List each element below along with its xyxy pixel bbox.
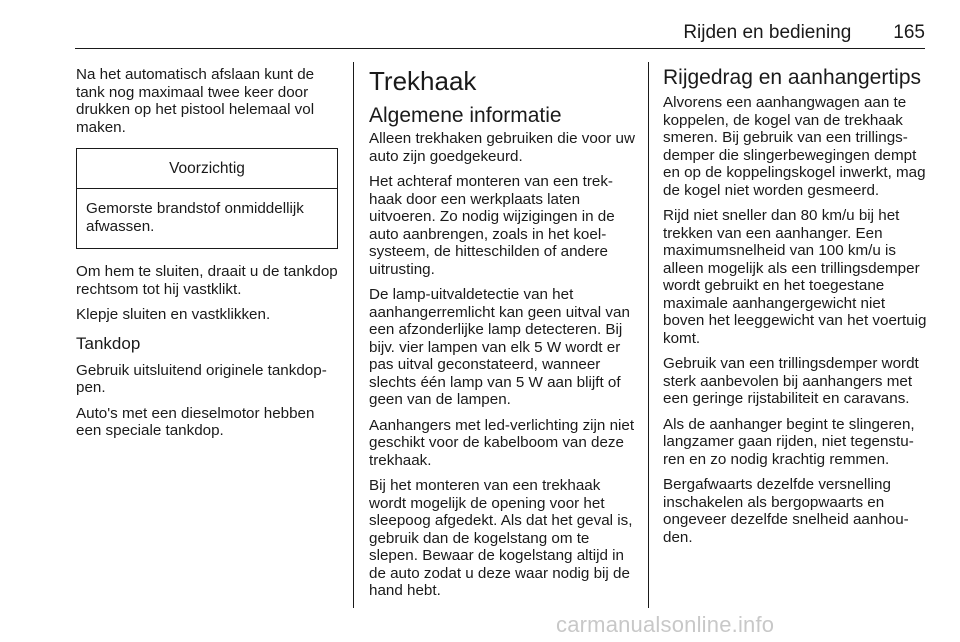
algemene-informatie-heading: Algemene informatie [369, 104, 562, 127]
paragraph: Bij het monteren van een trekhaak wordt mogelijk de opening voor het sleepoog afgedekt. Als dat het geval is, gebruik dan de kogelstang om te slepen. Bewaar de kogelstang altijd in de auto zodat u deze waar nodig bij de hand hebt. [369, 477, 633, 599]
paragraph: Alvorens een aanhangwagen aan te koppelen, de kogel van de trekhaak smeren. Bij gebruik van een trillingsdemper die slingerbewegingen dempt en op de koppelingskogel inwerkt, mag de kogel niet worden gesmeerd. [663, 94, 926, 199]
paragraph: Klepje sluiten en vastklikken. [76, 306, 271, 323]
trekhaak-heading: Trekhaak [369, 66, 477, 96]
watermark: carmanualsonline.info [556, 612, 775, 637]
paragraph: Alleen trekhaken gebruiken die voor uw auto zijn goedgekeurd. [369, 130, 635, 165]
caution-text: Gemorste brandstof onmiddellijk afwassen. [86, 200, 304, 235]
paragraph: Rijd niet sneller dan 80 km/u bij het trekken van een aanhanger. Een maximumsnelheid van 100 km/u is alleen mogelijk als een trillingsdemper wordt gebruikt en het toegestane maximale aanhangergewicht niet boven het leeggewicht van het voertuig komt. [663, 207, 927, 347]
caution-title: Voorzichtig [77, 149, 337, 189]
paragraph: Gebruik van een trillingsdemper wordt sterk aanbevolen bij aanhangers met een geringe rijstabiliteit en caravans. [663, 355, 919, 407]
paragraph: Om hem te sluiten, draait u de tankdop rechtsom tot hij vastklikt. [76, 263, 338, 298]
paragraph: Bergafwaarts dezelfde versnelling inschakelen als bergopwaarts en ongeveer dezelfde snelheid aanhouden. [663, 476, 909, 546]
paragraph: Aanhangers met led-verlichting zijn niet geschikt voor de kabelboom van deze trekhaak. [369, 416, 635, 469]
column-left [76, 66, 338, 448]
column-right [663, 66, 927, 554]
paragraph: Auto's met een dieselmotor hebben een speciale tankdop. [76, 404, 315, 439]
caution-box [76, 148, 338, 249]
column-divider [648, 62, 649, 608]
intro-paragraph: Na het automatisch afslaan kunt de tank nog maximaal twee keer door drukken op het pistool helemaal vol maken. [76, 66, 315, 136]
paragraph: Gebruik uitsluitend originele tankdoppen. [76, 361, 327, 396]
rijgedrag-heading: Rijgedrag en aanhangertips [663, 66, 922, 89]
section-title: Rijden en bediening [683, 22, 852, 43]
column-divider [353, 62, 354, 608]
paragraph: De lamp-uitvaldetectie van het aanhangerremlicht kan geen uitval van een afzonderlijke lamp detecteren. Bij bijv. vier lampen van elk 5 W wordt er pas uitval geconstateerd, wanneer slechts één lamp van 5 W aan blijft of geen van de lampen. [369, 286, 630, 408]
page-header [75, 22, 925, 49]
column-middle [369, 66, 635, 608]
paragraph: Het achteraf monteren van een trekhaak door een werkplaats laten uitvoeren. Zo nodig wijzigingen in de auto aanbrengen, zoals in het koelsysteem, de hitteschilden of andere uitrusting. [369, 173, 615, 278]
page-number: 165 [893, 22, 925, 43]
paragraph: Als de aanhanger begint te slingeren, langzamer gaan rijden, niet tegensturen en zo nodig krachtig remmen. [663, 415, 915, 468]
tankdop-heading: Tankdop [76, 333, 141, 353]
